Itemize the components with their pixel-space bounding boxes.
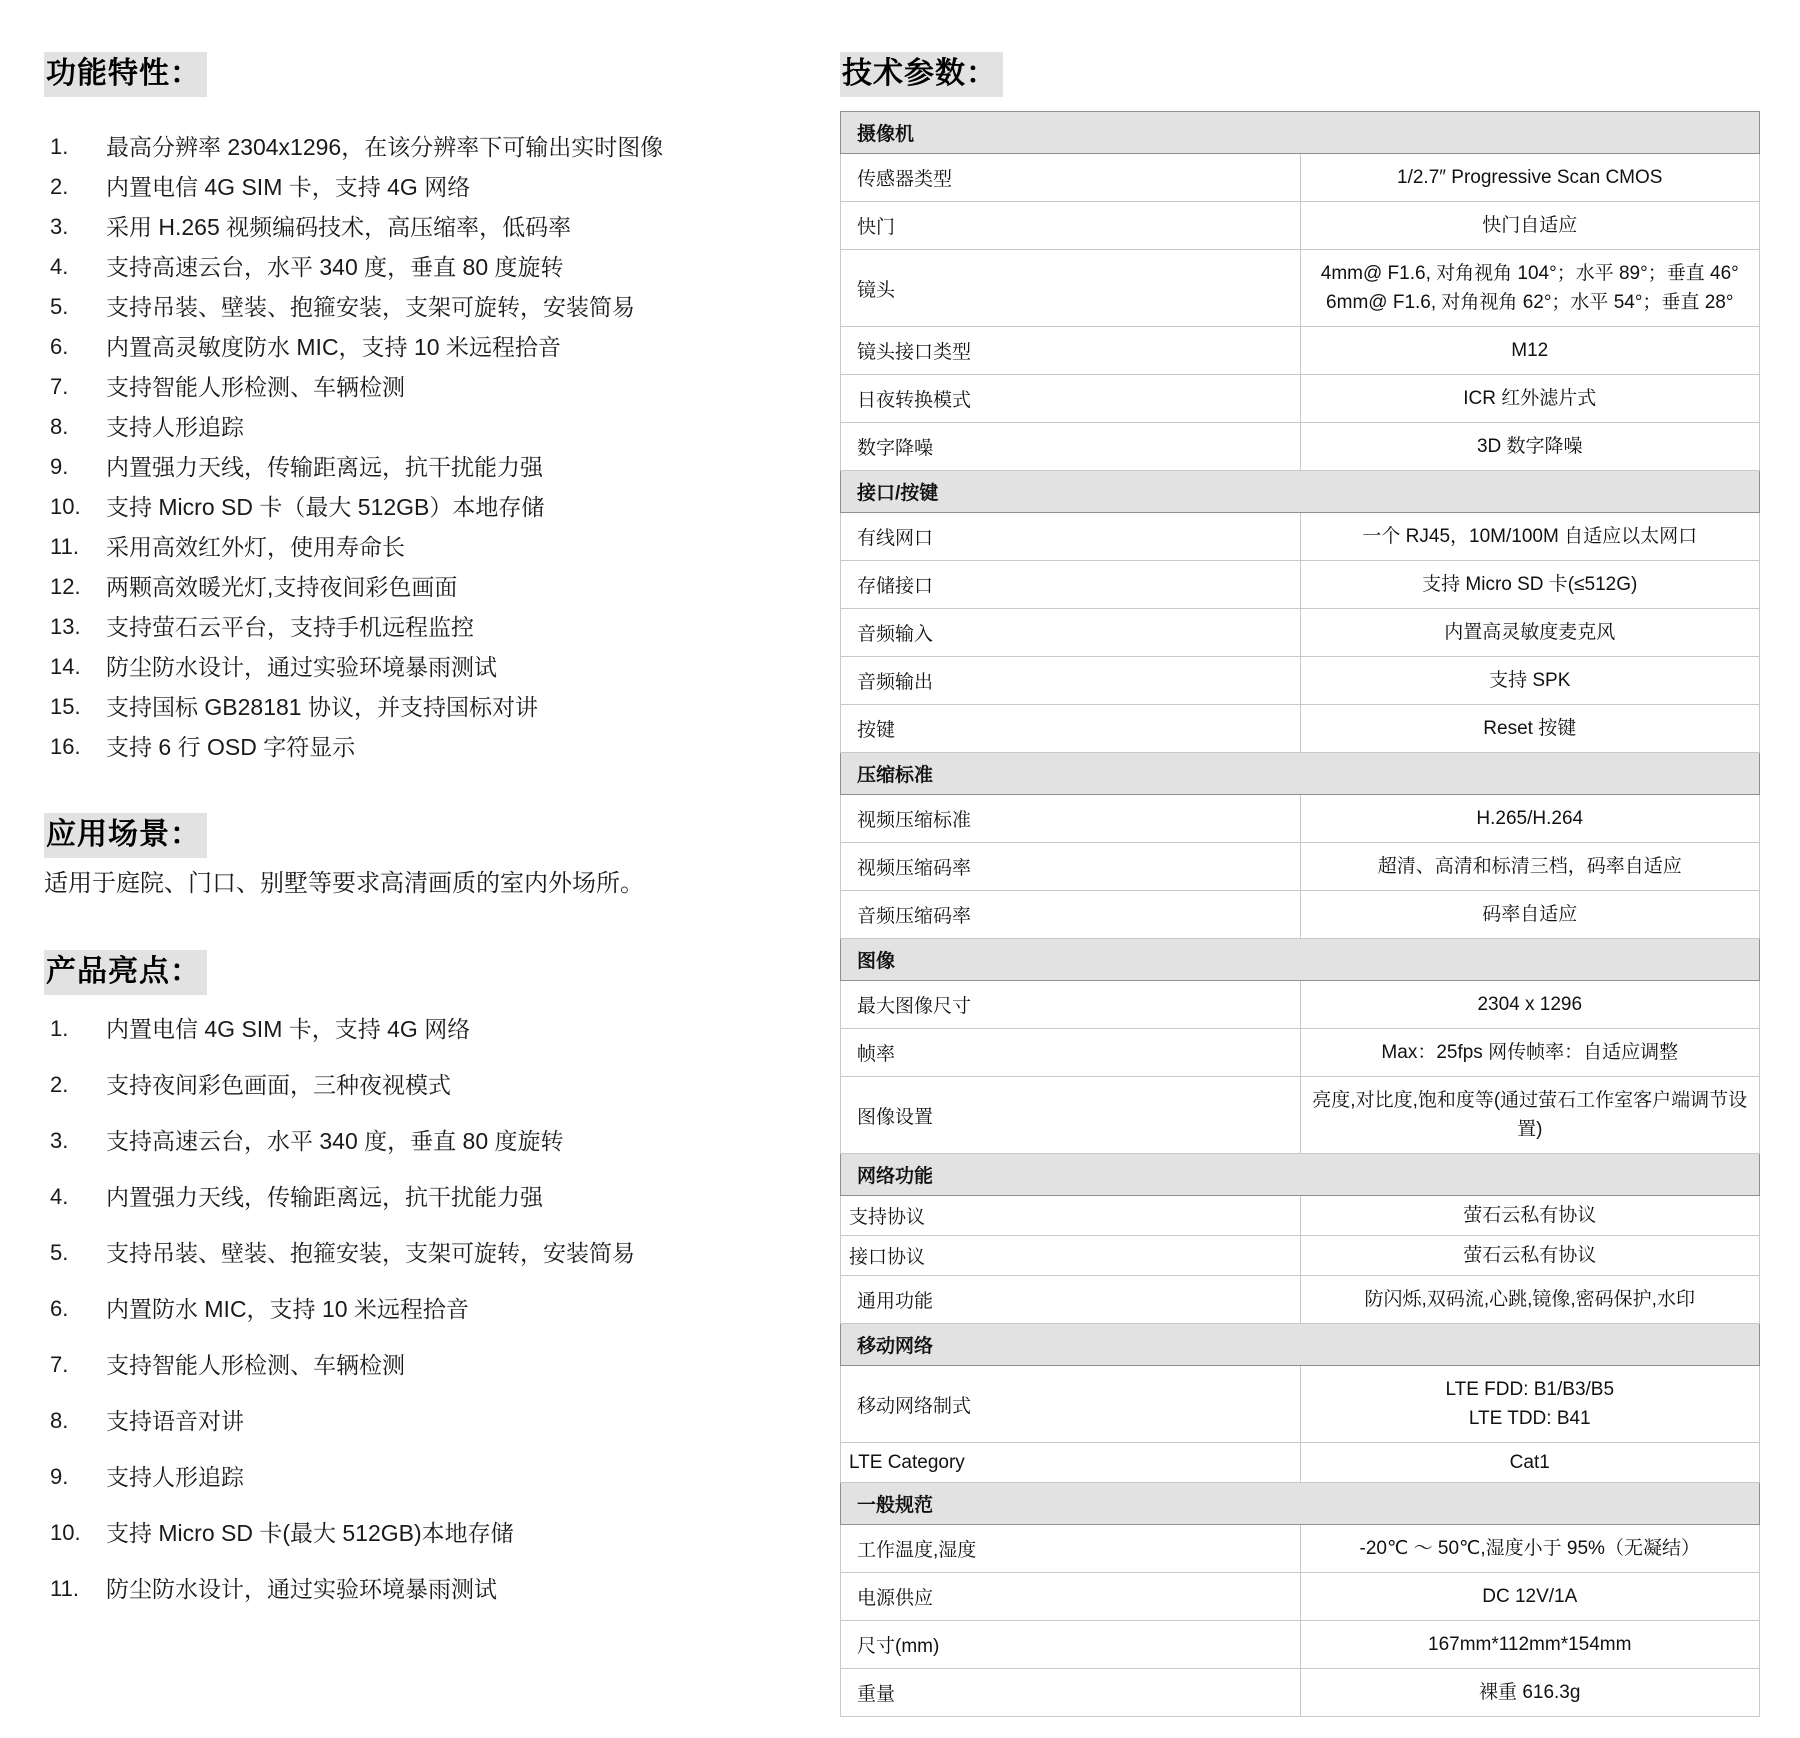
spec-row-key: 尺寸(mm) [841,1621,1301,1669]
spec-group-row [841,753,1760,795]
spec-row-value [1300,1366,1760,1443]
spec-row [841,1077,1760,1154]
highlight-item-number: 5. [50,1240,69,1265]
feature-item [44,487,784,527]
spec-row-key: 通用功能 [841,1276,1301,1324]
spec-row-value [1300,423,1760,471]
highlight-item-number: 11. [50,1576,79,1601]
spec-row-value-line: H.265/H.264 [1476,808,1584,829]
spec-row-key: 镜头 [841,250,1301,327]
highlight-item-text: 支持 Micro SD 卡(最大 512GB)本地存储 [106,1520,514,1546]
spec-row-value-line: 防闪烁,双码流,心跳,镜像,密码保护,水印 [1364,1289,1695,1310]
spec-row-value [1300,1196,1760,1236]
spec-row-value [1300,561,1760,609]
feature-item [44,647,784,687]
highlight-item-text: 防尘防水设计，通过实验环境暴雨测试 [106,1576,497,1602]
feature-item [44,687,784,727]
spec-row-value-line: 支持 Micro SD 卡(≤512G) [1422,574,1638,595]
spec-group-row [841,112,1760,154]
feature-item-text: 两颗高效暖光灯,支持夜间彩色画面 [106,574,458,600]
feature-item [44,367,784,407]
feature-item [44,447,784,487]
spec-row-value [1300,609,1760,657]
spec-row-value [1300,1276,1760,1324]
spec-row-key: 支持协议 [841,1196,1301,1236]
spec-row-value-line: 萤石云私有协议 [1463,1205,1597,1226]
spec-row-value [1300,1236,1760,1276]
highlight-item-number: 9. [50,1464,69,1489]
spec-row [841,202,1760,250]
highlight-item-text: 内置电信 4G SIM 卡，支持 4G 网络 [106,1016,471,1042]
spec-row-value-line: 4mm@ F1.6, 对角视角 104°；水平 89°；垂直 46° [1320,263,1739,284]
spec-row-value [1300,1669,1760,1717]
feature-item-number: 13. [50,614,81,639]
highlight-item [44,1561,784,1617]
spec-row-value-line: DC 12V/1A [1482,1586,1578,1607]
highlight-item [44,1001,784,1057]
feature-item-text: 最高分辨率 2304x1296，在该分辨率下可输出实时图像 [106,134,664,160]
spec-row-value [1300,705,1760,753]
spec-row-value [1300,513,1760,561]
feature-item-text: 支持国标 GB28181 协议，并支持国标对讲 [106,694,538,720]
feature-item-text: 内置高灵敏度防水 MIC，支持 10 米远程拾音 [106,334,561,360]
spec-row [841,1196,1760,1236]
spec-row-value [1300,981,1760,1029]
feature-item-number: 10. [50,494,81,519]
spec-row-value-line: 167mm*112mm*154mm [1428,1634,1632,1655]
highlight-item-number: 1. [50,1016,69,1041]
feature-item [44,527,784,567]
spec-row [841,1443,1760,1483]
feature-list [44,127,784,767]
spec-row [841,1525,1760,1573]
scenario-heading: 应用场景： [44,813,207,858]
feature-item-number: 4. [50,254,69,279]
spec-row-value-line: 内置高灵敏度麦克风 [1444,622,1616,643]
feature-item [44,327,784,367]
feature-item [44,167,784,207]
feature-item-text: 支持人形追踪 [106,414,244,440]
spec-row-value-line: 亮度,对比度,饱和度等(通过萤石工作室客户端调节设置) [1312,1090,1748,1140]
spec-group-title: 网络功能 [841,1154,1760,1196]
highlight-item-text: 支持夜间彩色画面，三种夜视模式 [106,1072,451,1098]
spec-row [841,1029,1760,1077]
feature-item-number: 6. [50,334,69,359]
spec-row-value [1300,1029,1760,1077]
feature-item [44,567,784,607]
highlight-item [44,1225,784,1281]
spec-row-value-line: 码率自适应 [1482,904,1578,925]
highlight-item-text: 内置强力天线，传输距离远，抗干扰能力强 [106,1184,543,1210]
spec-row [841,561,1760,609]
spec-heading: 技术参数： [840,52,1003,97]
spec-row-value-line: 1/2.7″ Progressive Scan CMOS [1397,167,1663,188]
spec-group-title: 一般规范 [841,1483,1760,1525]
feature-item-text: 支持萤石云平台，支持手机远程监控 [106,614,474,640]
spec-row-value-line: 萤石云私有协议 [1463,1245,1597,1266]
spec-row-key: 音频输出 [841,657,1301,705]
spec-row [841,250,1760,327]
spec-row [841,609,1760,657]
highlight-item-number: 10. [50,1520,81,1545]
feature-item-number: 8. [50,414,69,439]
highlight-list [44,1001,784,1617]
spec-row-value [1300,1443,1760,1483]
spec-row-key: 传感器类型 [841,154,1301,202]
highlight-item-number: 8. [50,1408,69,1433]
feature-item-text: 防尘防水设计，通过实验环境暴雨测试 [106,654,497,680]
spec-row-key: 移动网络制式 [841,1366,1301,1443]
spec-row-value-line: 2304 x 1296 [1477,994,1583,1015]
highlight-item [44,1057,784,1113]
spec-group-title: 移动网络 [841,1324,1760,1366]
feature-item-number: 3. [50,214,69,239]
spec-row-value-line: Max：25fps 网传帧率：自适应调整 [1381,1042,1679,1063]
feature-item-number: 5. [50,294,69,319]
highlights-heading-wrap [44,950,784,995]
spec-row-key: 快门 [841,202,1301,250]
spec-row-value-line: M12 [1511,340,1549,361]
feature-item [44,727,784,767]
spec-row-value [1300,250,1760,327]
highlight-item-number: 6. [50,1296,69,1321]
feature-item-number: 11. [50,534,79,559]
left-column [44,52,784,1617]
spec-row-key: 工作温度,湿度 [841,1525,1301,1573]
spec-group-title: 摄像机 [841,112,1760,154]
spec-row [841,657,1760,705]
features-heading-wrap [44,52,784,97]
spec-row-key: 接口协议 [841,1236,1301,1276]
highlight-item [44,1113,784,1169]
feature-item-number: 12. [50,574,81,599]
spec-group-row [841,1154,1760,1196]
spec-row-key: 视频压缩码率 [841,843,1301,891]
spec-row [841,705,1760,753]
feature-item-text: 内置电信 4G SIM 卡，支持 4G 网络 [106,174,471,200]
features-heading: 功能特性： [44,52,207,97]
spec-row [841,327,1760,375]
spec-row-key: 视频压缩标准 [841,795,1301,843]
spec-row [841,154,1760,202]
spec-row-key: 存储接口 [841,561,1301,609]
spec-row-value-line: LTE TDD: B41 [1468,1408,1591,1429]
feature-item [44,207,784,247]
highlight-item [44,1449,784,1505]
spec-row-value [1300,202,1760,250]
highlights-heading: 产品亮点： [44,950,207,995]
spec-group-row [841,471,1760,513]
spec-row-key: 音频输入 [841,609,1301,657]
highlight-item-number: 2. [50,1072,69,1097]
spec-row [841,843,1760,891]
highlight-item-number: 3. [50,1128,69,1153]
spec-group-row [841,1324,1760,1366]
spec-row-value-line: 超清、高清和标清三档，码率自适应 [1377,856,1682,877]
spec-row [841,1366,1760,1443]
spec-row-value-line: 3D 数字降噪 [1476,436,1583,457]
spec-row-value [1300,795,1760,843]
feature-item-number: 7. [50,374,69,399]
feature-item [44,127,784,167]
spec-row-value [1300,843,1760,891]
feature-item-number: 2. [50,174,69,199]
spec-row-value [1300,1621,1760,1669]
feature-item-text: 支持智能人形检测、车辆检测 [106,374,405,400]
spec-row-key: 按键 [841,705,1301,753]
spec-group-row [841,939,1760,981]
spec-row [841,795,1760,843]
feature-item-text: 内置强力天线，传输距离远，抗干扰能力强 [106,454,543,480]
spec-row-key: 音频压缩码率 [841,891,1301,939]
spec-group-title: 图像 [841,939,1760,981]
spec-row-key: 帧率 [841,1029,1301,1077]
spec-row-value-line: 支持 SPK [1489,670,1571,691]
spec-row-value-line: ICR 红外滤片式 [1463,388,1597,409]
highlight-item-text: 支持智能人形检测、车辆检测 [106,1352,405,1378]
spec-row-value-line: Cat1 [1509,1452,1550,1473]
scenario-text: 适用于庭院、门口、别墅等要求高清画质的室内外场所。 [44,870,644,897]
right-column [840,52,1760,1717]
spec-row-key: 日夜转换模式 [841,375,1301,423]
highlight-item-text: 支持人形追踪 [106,1464,244,1490]
spec-row-value-line: Reset 按键 [1483,718,1577,739]
feature-item-number: 9. [50,454,69,479]
spec-row [841,1573,1760,1621]
spec-row [841,513,1760,561]
feature-item-number: 15. [50,694,81,719]
highlight-item-text: 内置防水 MIC，支持 10 米远程拾音 [106,1296,469,1322]
spec-row-key: 数字降噪 [841,423,1301,471]
feature-item-number: 16. [50,734,81,759]
spec-table [840,111,1760,1717]
highlight-item [44,1393,784,1449]
feature-item-text: 采用高效红外灯，使用寿命长 [106,534,405,560]
feature-item-text: 支持高速云台，水平 340 度，垂直 80 度旋转 [106,254,564,280]
spec-row [841,1236,1760,1276]
feature-item [44,287,784,327]
spec-row-value [1300,1525,1760,1573]
spec-row [841,1669,1760,1717]
spec-row-value [1300,657,1760,705]
highlight-item-text: 支持高速云台，水平 340 度，垂直 80 度旋转 [106,1128,564,1154]
spec-row-key: 有线网口 [841,513,1301,561]
spec-row [841,1276,1760,1324]
scenario-heading-wrap [44,813,784,858]
spec-row-value [1300,375,1760,423]
highlight-item-number: 7. [50,1352,69,1377]
spec-row [841,375,1760,423]
highlight-item [44,1505,784,1561]
spec-row-key: LTE Category [841,1443,1301,1483]
feature-item-text: 支持吊装、壁装、抱箍安装，支架可旋转，安装简易 [106,294,635,320]
spec-heading-wrap [840,52,1760,97]
spec-group-title: 压缩标准 [841,753,1760,795]
highlight-item [44,1281,784,1337]
feature-item-text: 支持 6 行 OSD 字符显示 [106,734,356,760]
spec-row [841,981,1760,1029]
feature-item-text: 采用 H.265 视频编码技术，高压缩率，低码率 [106,214,572,240]
spec-group-row [841,1483,1760,1525]
feature-item-number: 14. [50,654,81,679]
highlight-item-text: 支持吊装、壁装、抱箍安装，支架可旋转，安装简易 [106,1240,635,1266]
spec-row-value-line: 快门自适应 [1482,215,1578,236]
spec-row-value [1300,1077,1760,1154]
highlight-item-text: 支持语音对讲 [106,1408,244,1434]
spec-row-value [1300,1573,1760,1621]
spec-row-value-line: -20℃ ～ 50℃,湿度小于 95%（无凝结） [1359,1538,1700,1559]
spec-row-key: 最大图像尺寸 [841,981,1301,1029]
highlight-item-number: 4. [50,1184,69,1209]
spec-row-value-line: 6mm@ F1.6, 对角视角 62°；水平 54°；垂直 28° [1326,292,1734,313]
spec-row-value-line: LTE FDD: B1/B3/B5 [1445,1379,1615,1400]
spec-row-key: 电源供应 [841,1573,1301,1621]
feature-item-text: 支持 Micro SD 卡（最大 512GB）本地存储 [106,494,545,520]
feature-item [44,247,784,287]
feature-item [44,407,784,447]
spec-row-value [1300,154,1760,202]
spec-row-value-line: 裸重 616.3g [1479,1682,1581,1703]
highlight-item [44,1337,784,1393]
spec-row-value [1300,891,1760,939]
feature-item [44,607,784,647]
feature-item-number: 1. [50,134,69,159]
highlight-item [44,1169,784,1225]
spec-row [841,423,1760,471]
spec-row [841,891,1760,939]
spec-group-title: 接口/按键 [841,471,1760,513]
spec-row [841,1621,1760,1669]
spec-row-key: 重量 [841,1669,1301,1717]
spec-row-key: 镜头接口类型 [841,327,1301,375]
spec-row-value-line: 一个 RJ45，10M/100M 自适应以太网口 [1362,526,1698,547]
spec-row-value [1300,327,1760,375]
spec-row-key: 图像设置 [841,1077,1301,1154]
